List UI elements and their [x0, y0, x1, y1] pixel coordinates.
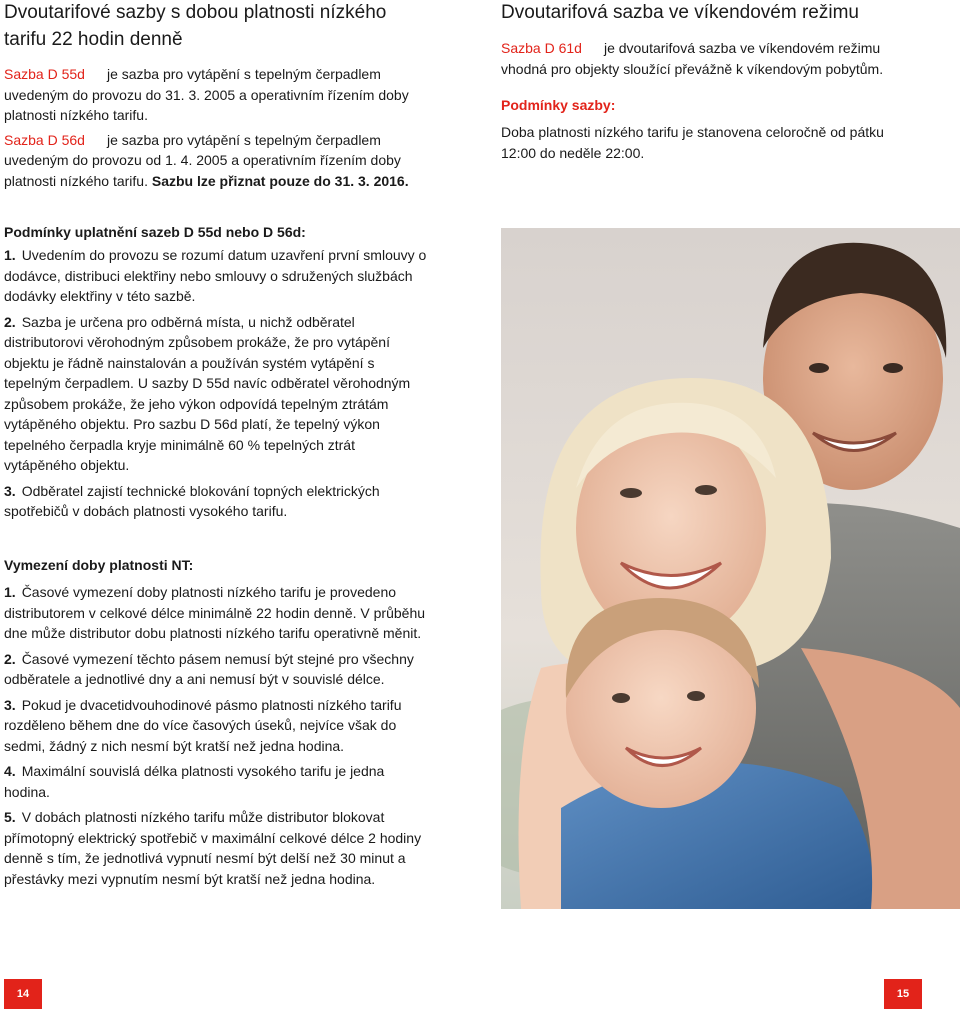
list-item: 2. Sazba je určena pro odběrná místa, u nichž odběratel distributorovi věrohodným způsobem prokáže, že pro vytápění objektu je řádně nainstalován a používán systém vytápění s tepelným čerpadlem. U sazby D 55d navíc odběratel věrohodným způsobem prokáže, že jeho výkon odpovídá tepelným ztrátám vytápěného objektu. Pro sazbu D 56d platí, že tepelný výkon tepelného čerpadla kryje minimálně 60 % tepelných ztrát vytápěného objektu.: [4, 313, 411, 473]
page-number-right: 15: [884, 979, 922, 1009]
rate-d56d: [4, 130, 424, 192]
list-item: 3. Odběratel zajistí technické blokování topných elektrických spotřebičů v dobách platnosti vysokého tarifu.: [4, 482, 380, 519]
rate-code: Sazba D 55d: [4, 66, 85, 82]
nt-list: [4, 582, 428, 889]
rate-code: Sazba D 56d: [4, 131, 85, 148]
rate-d61d: [501, 38, 921, 79]
family-photo-illustration: [501, 228, 960, 909]
nt-heading: Vymezení doby platnosti NT:: [4, 557, 194, 573]
rate-list: [4, 64, 424, 191]
right-title: Dvoutarifová sazba ve víkendovém režimu: [501, 2, 859, 23]
rate-d55d: [4, 64, 424, 126]
right-conditions-heading: Podmínky sazby:: [501, 97, 616, 113]
list-item: 2. Časové vymezení těchto pásem nemusí být stejné pro všechny odběratele a jednotlivé dny a ani nemusí být v souvislé délce.: [4, 650, 414, 687]
list-item: 1. Časové vymezení doby platnosti nízkého tarifu je provedeno distributorem v celkové délce minimálně 22 hodin denně. V průběhu dne může distributor dobu platnosti nízkého tarifu operativně měnit.: [4, 584, 426, 641]
list-item: 3. Pokud je dvacetidvouhodinové pásmo platnosti nízkého tarifu rozděleno během dne do více časových úseků, nejvíce však do sedmi, žádný z nich nesmí být kratší než jedna hodina.: [4, 696, 402, 754]
conditions-section: [4, 222, 428, 527]
family-photo: [501, 228, 960, 909]
rate-text: je dvoutarifová sazba ve víkendovém režimu vhodná pro objekty sloužící převážně k víkendovým pobytům.: [501, 40, 884, 77]
rate-text: je sazba pro vytápění s tepelným čerpadlem uvedeným do provozu do 31. 3. 2005 a operativním řízením doby platnosti nízkého tarifu.: [4, 66, 409, 123]
list-item: 5. V dobách platnosti nízkého tarifu může distributor blokovat přímotopný elektrický spotřebič v maximální celkové délce 2 hodiny denně s tím, že jednotlivá vypnutí nesmí být delší než 30 minut a přestávky mezi vypnutím nesmí být kratší než jedna hodina.: [4, 809, 422, 887]
right-content: [501, 38, 921, 163]
rate-note: Sazbu lze přiznat pouze do 31. 3. 2016.: [151, 172, 409, 189]
conditions-heading: Podmínky uplatnění sazeb D 55d nebo D 56d:: [4, 224, 306, 240]
conditions-list: [4, 245, 428, 522]
rate-code: Sazba D 61d: [501, 40, 582, 56]
list-item: 1. Uvedením do provozu se rozumí datum uzavření první smlouvy o dodávce, distribuci elektřiny nebo smlouvy o sdružených službách dodávky elektřiny v této sazbě.: [4, 247, 427, 304]
page-number-left: 14: [4, 979, 42, 1009]
nt-section: [4, 555, 428, 894]
rate-text: je sazba pro vytápění s tepelným čerpadlem uvedeným do provozu od 1. 4. 2005 a operativním řízením doby platnosti nízkého tarifu.: [4, 131, 401, 189]
list-item: 4. Maximální souvislá délka platnosti vysokého tarifu je jedna hodina.: [4, 763, 385, 800]
right-conditions-text: Doba platnosti nízkého tarifu je stanovena celoročně od pátku 12:00 do neděle 22:00.: [501, 124, 884, 161]
left-title: Dvoutarifové sazby s dobou platnosti nízkého tarifu 22 hodin denně: [4, 2, 387, 50]
